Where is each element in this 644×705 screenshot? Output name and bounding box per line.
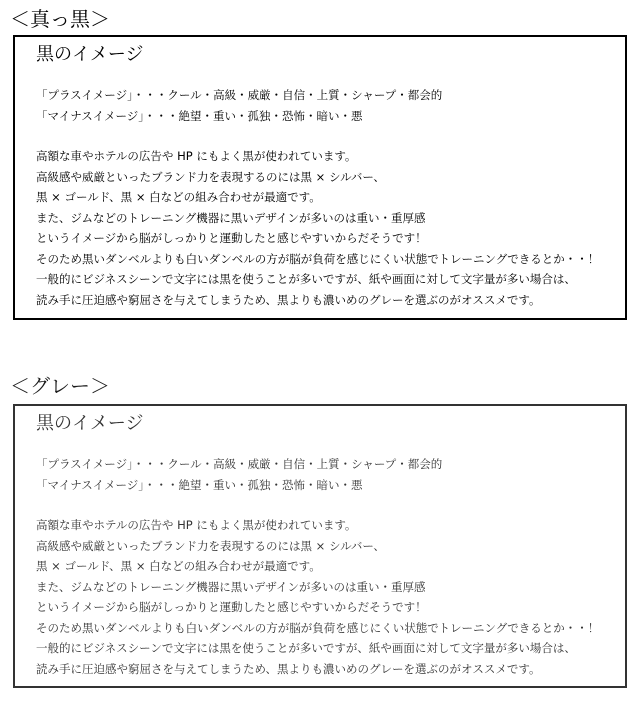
- body-text-black: [36, 146, 599, 310]
- body-line: 一般的にビジネスシーンで文字には黒を使うことが多いですが、紙や画面に対して文字量が多い場合は、: [36, 641, 576, 655]
- body-line: 読み手に圧迫感や窮屈さを与えてしまうため、黒よりも濃いめのグレーを選ぶのがオススメです。: [36, 292, 541, 307]
- body-line: 高級感や威厳といったブランド力を表現するのには黒 × シルバー、: [36, 169, 385, 184]
- body-line: また、ジムなどのトレーニング機器に黒いデザインが多いのは重い・重厚感: [36, 579, 426, 594]
- body-line: そのため黒いダンベルよりも白いダンベルの方が脳が負荷を感じにくい状態でトレーニングできるとか・・！: [36, 620, 600, 635]
- section-heading-black: ＜真っ黒＞: [10, 7, 110, 31]
- minus-image-line: 「マイナスイメージ」・・・絶望・重い・孤独・恐怖・暗い・悪: [36, 108, 363, 123]
- text-box-black: [13, 35, 627, 320]
- body-line: 黒 × ゴールド、黒 × 白などの組み合わせが最適です。: [36, 559, 321, 573]
- body-line: また、ジムなどのトレーニング機器に黒いデザインが多いのは重い・重厚感: [36, 210, 426, 225]
- body-line: というイメージから脳がしっかりと運動したと感じやすいからだそうです！: [36, 600, 427, 614]
- body-line: 高額な車やホテルの広告や HP にもよく黒が使われています。: [36, 149, 357, 163]
- body-line: というイメージから脳がしっかりと運動したと感じやすいからだそうです！: [36, 231, 427, 245]
- box-title-gray: 黒のイメージ: [36, 413, 144, 434]
- box-title-black: 黒のイメージ: [36, 44, 144, 65]
- body-text-gray: [36, 515, 599, 679]
- text-box-gray: [13, 404, 627, 688]
- plus-image-line: 「プラスイメージ」・・・クール・高級・威厳・自信・上質・シャープ・都会的: [36, 457, 443, 471]
- body-line: 黒 × ゴールド、黒 × 白などの組み合わせが最適です。: [36, 190, 321, 204]
- body-line: 高額な車やホテルの広告や HP にもよく黒が使われています。: [36, 518, 357, 532]
- body-line: 読み手に圧迫感や窮屈さを与えてしまうため、黒よりも濃いめのグレーを選ぶのがオススメです。: [36, 661, 541, 676]
- image-list-black: [36, 85, 442, 126]
- body-line: 高級感や威厳といったブランド力を表現するのには黒 × シルバー、: [36, 538, 385, 553]
- body-line: そのため黒いダンベルよりも白いダンベルの方が脳が負荷を感じにくい状態でトレーニングできるとか・・！: [36, 251, 600, 266]
- body-line: 一般的にビジネスシーンで文字には黒を使うことが多いですが、紙や画面に対して文字量が多い場合は、: [36, 272, 576, 286]
- image-list-gray: [36, 454, 442, 495]
- minus-image-line: 「マイナスイメージ」・・・絶望・重い・孤独・恐怖・暗い・悪: [36, 477, 363, 492]
- section-heading-gray: ＜グレー＞: [10, 374, 110, 398]
- plus-image-line: 「プラスイメージ」・・・クール・高級・威厳・自信・上質・シャープ・都会的: [36, 88, 443, 102]
